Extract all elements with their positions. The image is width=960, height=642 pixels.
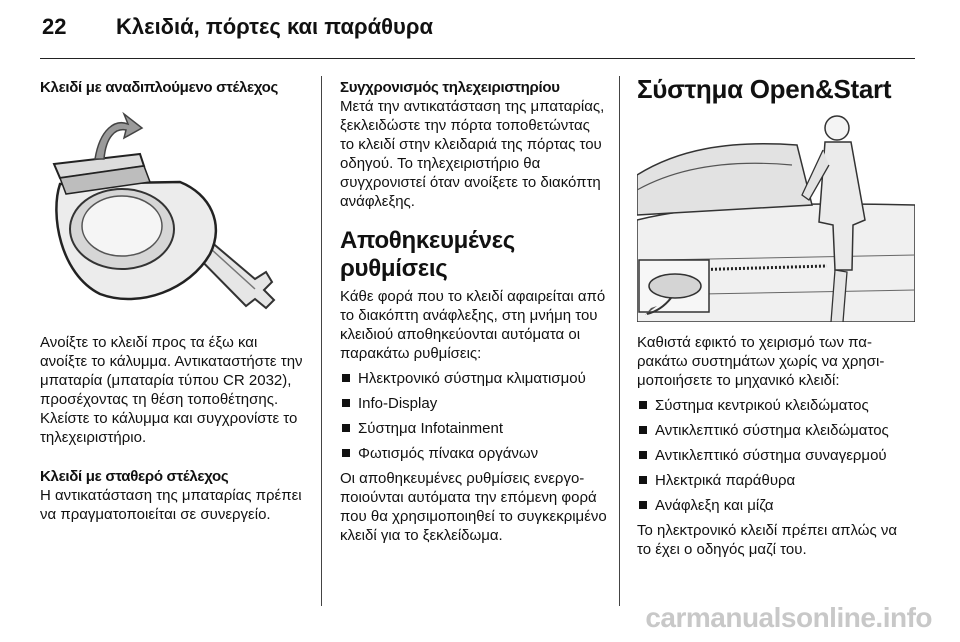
column-3 xyxy=(637,74,915,104)
section-heading: Κλειδί με αναδιπλούμενο στέλεχος xyxy=(40,79,278,96)
paragraph: Κάθε φορά που το κλειδί αφαιρείται από το διακόπτη ανάφλεξης, στη μνήμη του κλειδιού αποθηκεύονται αυτόματα οι παρακάτω ρυθμίσεις: xyxy=(340,288,606,362)
paragraph: Η αντικατάσταση της μπαταρίας πρέπει να πραγματοποιείται σε συνεργείο. xyxy=(40,487,302,523)
column-divider-2 xyxy=(619,76,620,606)
paragraph: Ανοίξτε το κλειδί προς τα έξω και ανοίξτε το κάλυμμα. Αντικαταστήστε την μπαταρία (μπαταρία τύπου CR 2032), προσέχοντας τη θέση τοποθέτησης. Κλείστε το κάλυμμα και συγχρονίστε το τηλεχειριστήριο. xyxy=(40,334,303,446)
column-divider-1 xyxy=(321,76,322,606)
systems-list xyxy=(637,396,915,515)
paragraph: Μετά την αντικατάσταση της μπαταρίας, ξεκλειδώστε την πόρτα τοποθετώντας το κλειδί στην κλειδαριά της πόρτας του οδηγού. Το τηλεχειριστήριο θα συγχρονιστεί όταν ανοίξετε το διακόπτη ανάφλεξης. xyxy=(340,98,605,210)
page-header xyxy=(0,0,960,60)
page-title: Κλειδιά, πόρτες και παράθυρα xyxy=(116,14,433,39)
paragraph: Οι αποθηκευμένες ρυθμίσεις ενεργοποιούνται αυτόματα την επόμενη φορά που θα χρησιμοποιηθεί το συγκεκριμένο κλειδί για το ξεκλείδωμα. xyxy=(340,470,607,544)
column-3-text xyxy=(637,333,915,559)
key-battery-illustration xyxy=(40,104,308,322)
column-1-text xyxy=(40,333,308,524)
list-item: Ανάφλεξη και μίζα xyxy=(637,496,915,515)
column-1 xyxy=(40,78,308,97)
section-heading: Κλειδί με σταθερό στέλεχος xyxy=(40,468,229,485)
list-item: Ηλεκτρονικό σύστημα κλιματισμού xyxy=(340,369,608,388)
list-item: Σύστημα Infotainment xyxy=(340,419,608,438)
column-2 xyxy=(340,78,608,545)
list-item: Info-Display xyxy=(340,394,608,413)
section-heading-large: Σύστημα Open&Start xyxy=(637,74,892,104)
watermark: carmanualsonline.info xyxy=(645,602,932,633)
list-item: Ηλεκτρικά παράθυρα xyxy=(637,471,915,490)
header-rule xyxy=(40,58,915,59)
car-door-illustration-svg xyxy=(637,110,915,322)
page-number: 22 xyxy=(42,14,67,39)
section-heading: Συγχρονισμός τηλεχειριστηρίου xyxy=(340,79,560,96)
list-item: Αντικλεπτικό σύστημα κλειδώματος xyxy=(637,421,915,440)
open-start-illustration xyxy=(637,110,915,322)
section-heading-large: Αποθηκευμένες ρυθμίσεις xyxy=(340,227,515,282)
settings-list xyxy=(340,369,608,463)
key-illustration-svg xyxy=(40,104,308,322)
paragraph: Καθιστά εφικτό το χειρισμό των παρακάτω συστημάτων χωρίς να χρησιμοποιήσετε το μηχανικό κλειδί: xyxy=(637,334,885,389)
list-item: Σύστημα κεντρικού κλειδώματος xyxy=(637,396,915,415)
paragraph: Το ηλεκτρονικό κλειδί πρέπει απλώς να το έχει ο οδηγός μαζί του. xyxy=(637,522,898,558)
list-item: Αντικλεπτικό σύστημα συναγερμού xyxy=(637,446,915,465)
list-item: Φωτισμός πίνακα οργάνων xyxy=(340,444,608,463)
